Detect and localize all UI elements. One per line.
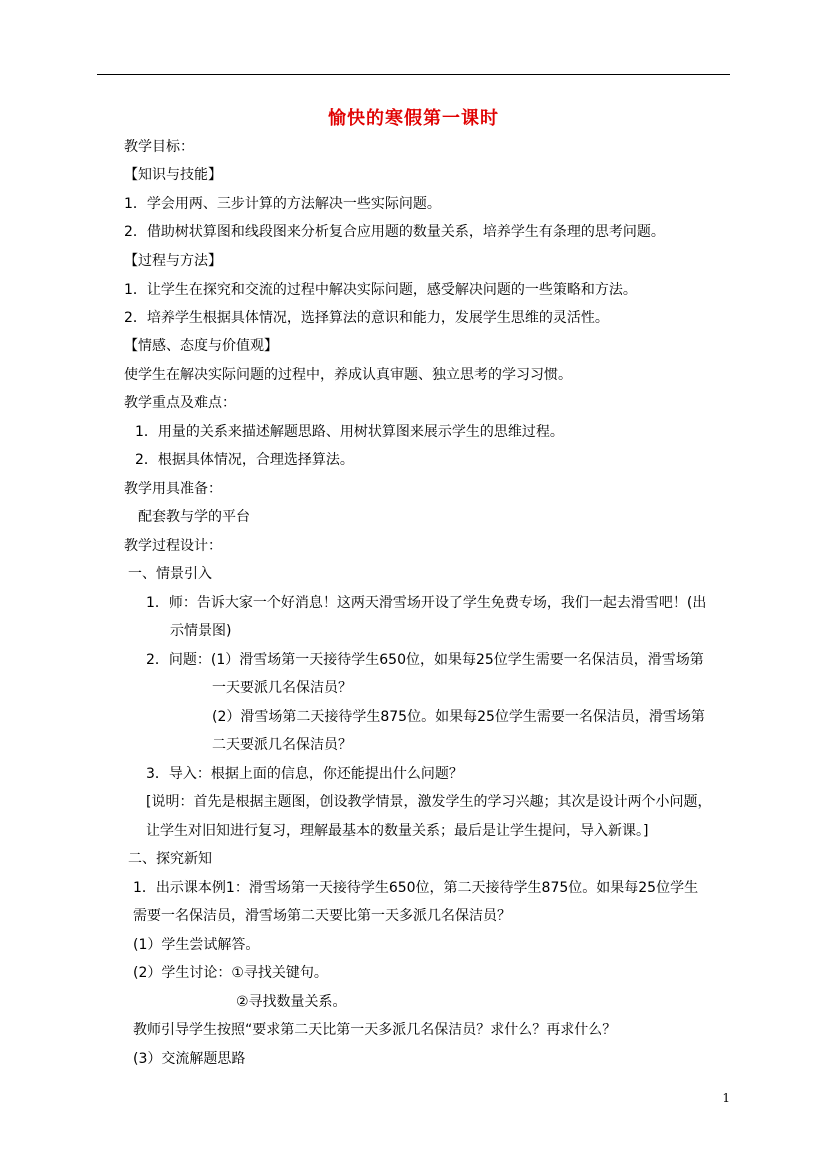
text-line: 使学生在解决实际问题的过程中，养成认真审题、独立思考的学习习惯。 <box>124 367 572 383</box>
text-line: (2）学生讨论：①寻找关键句。 <box>133 965 328 981</box>
text-line: 教学目标： <box>124 139 194 155</box>
text-line: 教师引导学生按照“要求第二天比第一天多派几名保洁员？求什么？再求什么？ <box>133 1022 617 1038</box>
text-line: 2．借助树状算图和线段图来分析复合应用题的数量关系，培养学生有条理的思考问题。 <box>124 224 665 240</box>
text-line: 教学用具准备： <box>124 481 222 497</box>
text-line: 2．培养学生根据具体情况，选择算法的意识和能力，发展学生思维的灵活性。 <box>124 310 609 326</box>
text-line: 需要一名保洁员，滑雪场第二天要比第一天多派几名保洁员？ <box>133 908 511 924</box>
text-line: 【情感、态度与价值观】 <box>124 338 278 354</box>
text-line: [说明：首先是根据主题图，创设教学情景，激发学生的学习兴趣；其次是设计两个小问题， <box>146 794 712 810</box>
text-line: (2）滑雪场第二天接待学生875位。如果每25位学生需要一名保洁员，滑雪场第 <box>212 709 705 725</box>
text-line: (3）交流解题思路 <box>133 1051 246 1067</box>
text-line: 示情景图) <box>170 623 232 639</box>
text-line: 【过程与方法】 <box>124 253 222 269</box>
text-line: 一天要派几名保洁员？ <box>212 680 352 696</box>
text-line: 让学生对旧知进行复习，理解最基本的数量关系；最后是让学生提问，导入新课。] <box>146 823 649 839</box>
text-line: 1．师：告诉大家一个好消息！这两天滑雪场开设了学生免费专场，我们一起去滑雪吧！(出 <box>146 595 707 611</box>
text-line: 1．学会用两、三步计算的方法解决一些实际问题。 <box>124 196 441 212</box>
document-title: 愉快的寒假第一课时 <box>328 108 499 129</box>
text-line: 1．让学生在探究和交流的过程中解决实际问题，感受解决问题的一些策略和方法。 <box>124 282 637 298</box>
text-line: 教学重点及难点： <box>124 395 236 411</box>
text-line: 2．问题：(1）滑雪场第一天接待学生650位，如果每25位学生需要一名保洁员，滑雪场第 <box>146 652 704 668</box>
text-line: 配套教与学的平台 <box>138 509 250 525</box>
text-line: 教学过程设计： <box>124 538 222 554</box>
text-line: ②寻找数量关系。 <box>236 994 347 1010</box>
section-heading: 二、探究新知 <box>128 851 212 867</box>
text-line: 3．导入：根据上面的信息，你还能提出什么问题？ <box>146 766 463 782</box>
text-line: 【知识与技能】 <box>124 167 222 183</box>
text-line: 二天要派几名保洁员？ <box>212 737 352 753</box>
text-line: 2．根据具体情况，合理选择算法。 <box>135 452 354 468</box>
header-rule <box>97 74 730 75</box>
text-line: 1．用量的关系来描述解题思路、用树状算图来展示学生的思维过程。 <box>135 424 564 440</box>
text-line: (1）学生尝试解答。 <box>133 937 260 953</box>
section-heading: 一、情景引入 <box>128 566 212 582</box>
text-line: 1．出示课本例1：滑雪场第一天接待学生650位，第二天接待学生875位。如果每25位学生 <box>133 880 699 896</box>
page-number: 1 <box>722 1091 730 1105</box>
